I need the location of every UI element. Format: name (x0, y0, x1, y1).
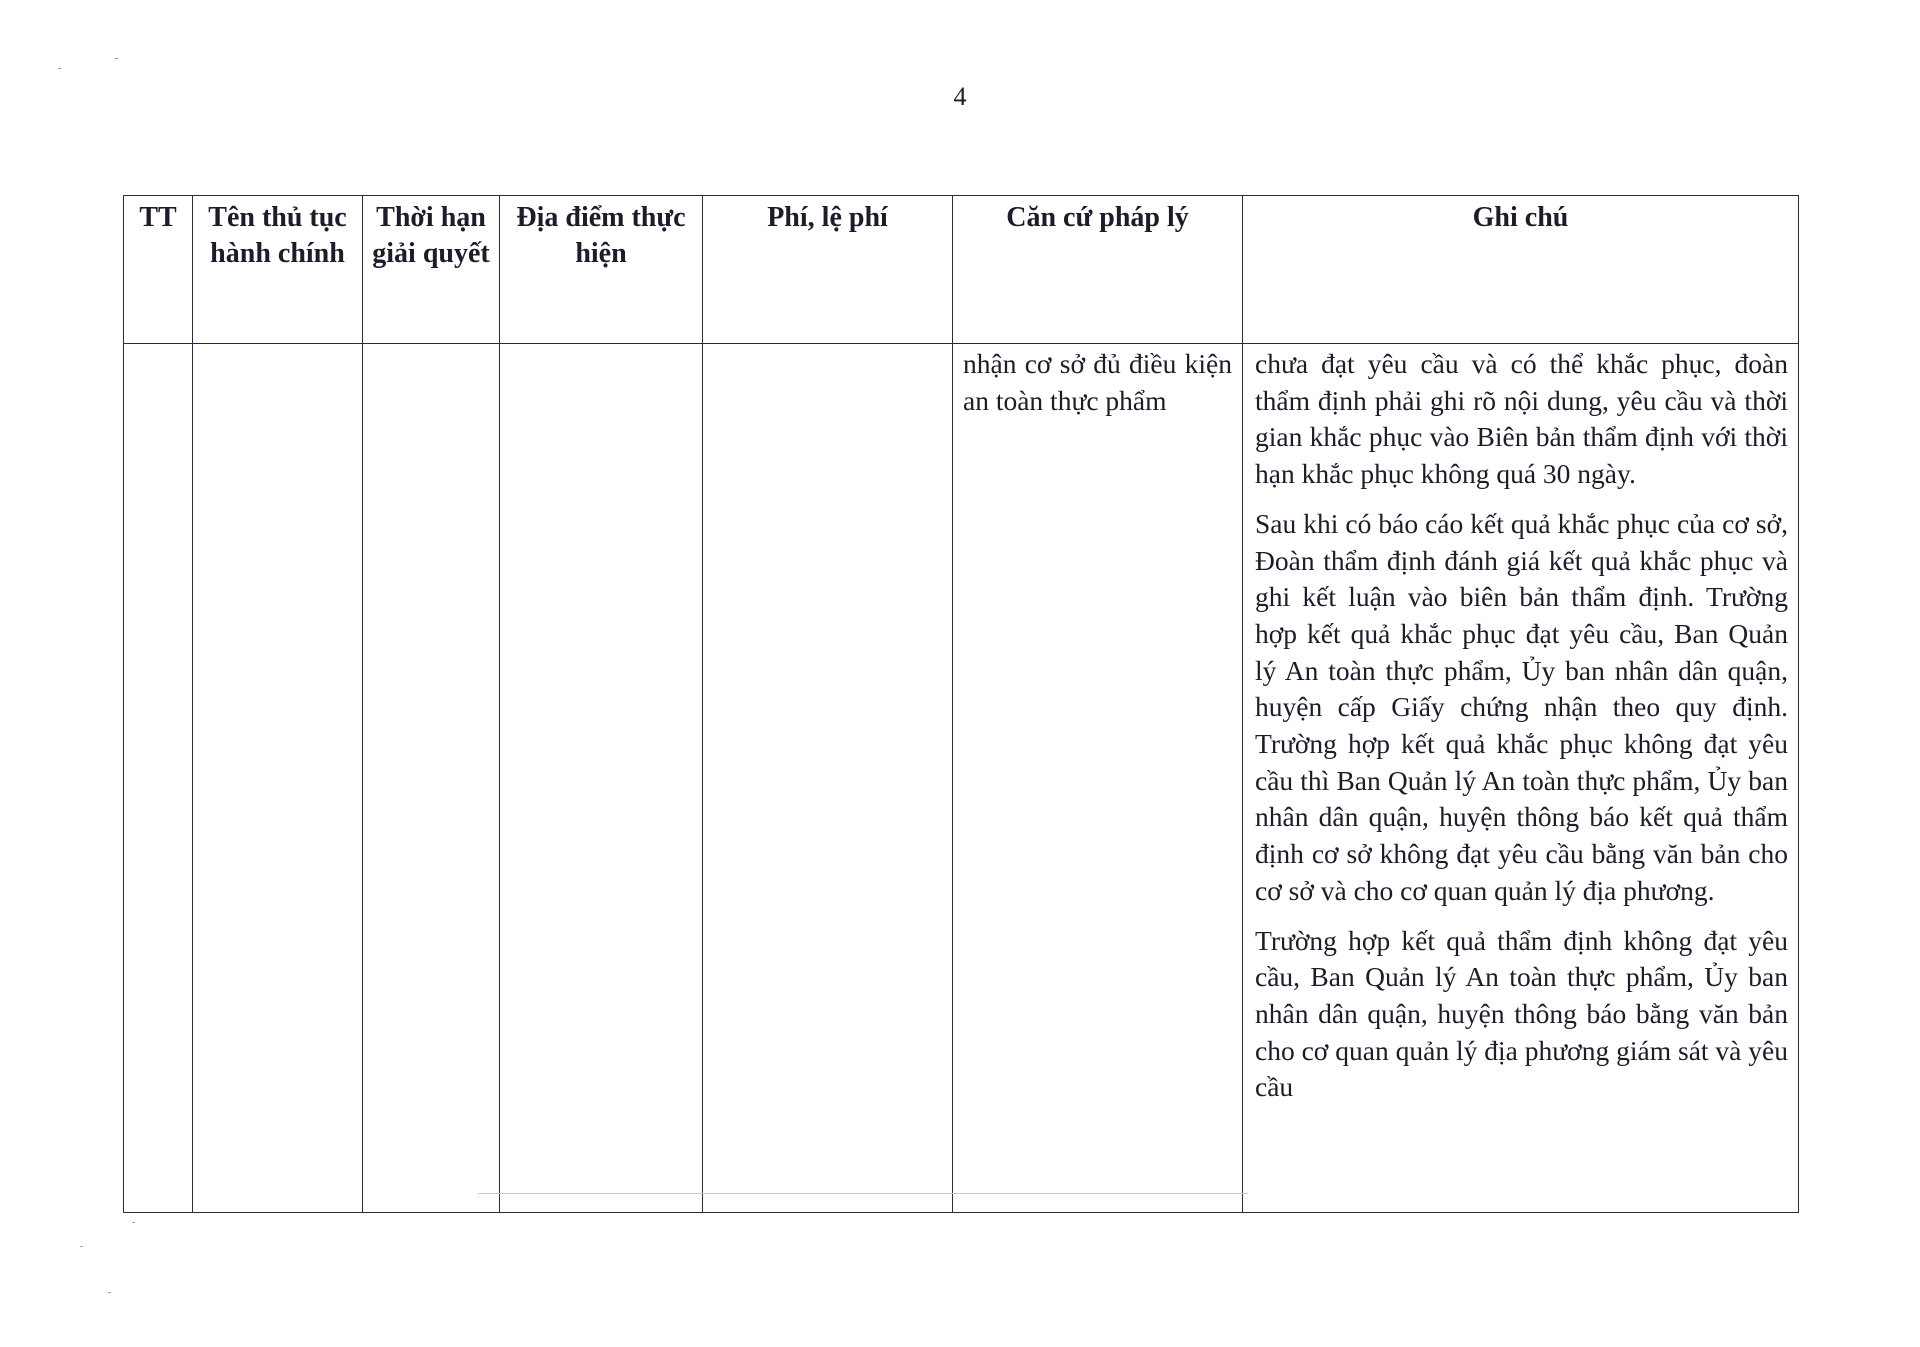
header-tt: TT (124, 196, 193, 344)
scan-speck (108, 1292, 111, 1293)
scan-artifact-line (478, 1193, 1248, 1194)
cell-notes (1243, 344, 1799, 1213)
cell-tt (124, 344, 193, 1213)
header-legal-basis: Căn cứ pháp lý (953, 196, 1243, 344)
header-location: Địa điểm thực hiện (500, 196, 703, 344)
cell-legal-basis: nhận cơ sở đủ điều kiện an toàn thực phẩm (953, 344, 1243, 1213)
procedure-table (123, 195, 1799, 1213)
note-paragraph: Sau khi có báo cáo kết quả khắc phục của cơ sở, Đoàn thẩm định đánh giá kết quả khắc phục và ghi kết luận vào biên bản thẩm định. Trường hợp kết quả khắc phục đạt yêu cầu, Ban Quản lý An toàn thực phẩm, Ủy ban nhân dân quận, huyện cấp Giấy chứng nhận theo quy định. Trường hợp kết quả khắc phục không đạt yêu cầu thì Ban Quản lý An toàn thực phẩm, Ủy ban nhân dân quận, huyện thông báo kết quả thẩm định cơ sở không đạt yêu cầu bằng văn bản cho cơ sở và cho cơ quan quản lý địa phương. (1255, 507, 1788, 906)
note-paragraph: Trường hợp kết quả thẩm định không đạt yêu cầu, Ban Quản lý An toàn thực phẩm, Ủy ban nhân dân quận, huyện thông báo bằng văn bản cho cơ quan quản lý địa phương giám sát và yêu cầu (1255, 924, 1788, 1103)
cell-fees (703, 344, 953, 1213)
page-number: 4 (953, 82, 967, 111)
scan-speck (115, 58, 118, 59)
scan-speck (132, 1222, 135, 1223)
note-paragraph: chưa đạt yêu cầu và có thể khắc phục, đoàn thẩm định phải ghi rõ nội dung, yêu cầu và thời gian khắc phục vào Biên bản thẩm định với thời hạn khắc phục không quá 30 ngày. (1255, 348, 1788, 490)
header-procedure-name: Tên thủ tục hành chính (193, 196, 363, 344)
cell-procedure-name (193, 344, 363, 1213)
cell-processing-time (363, 344, 500, 1213)
header-processing-time: Thời hạn giải quyết (363, 196, 500, 344)
cell-location (500, 344, 703, 1213)
table-row (124, 344, 1799, 1213)
header-notes: Ghi chú (1243, 196, 1799, 344)
scan-speck (80, 1246, 83, 1247)
header-fees: Phí, lệ phí (703, 196, 953, 344)
header-row (124, 196, 1799, 344)
scan-speck (58, 68, 61, 69)
